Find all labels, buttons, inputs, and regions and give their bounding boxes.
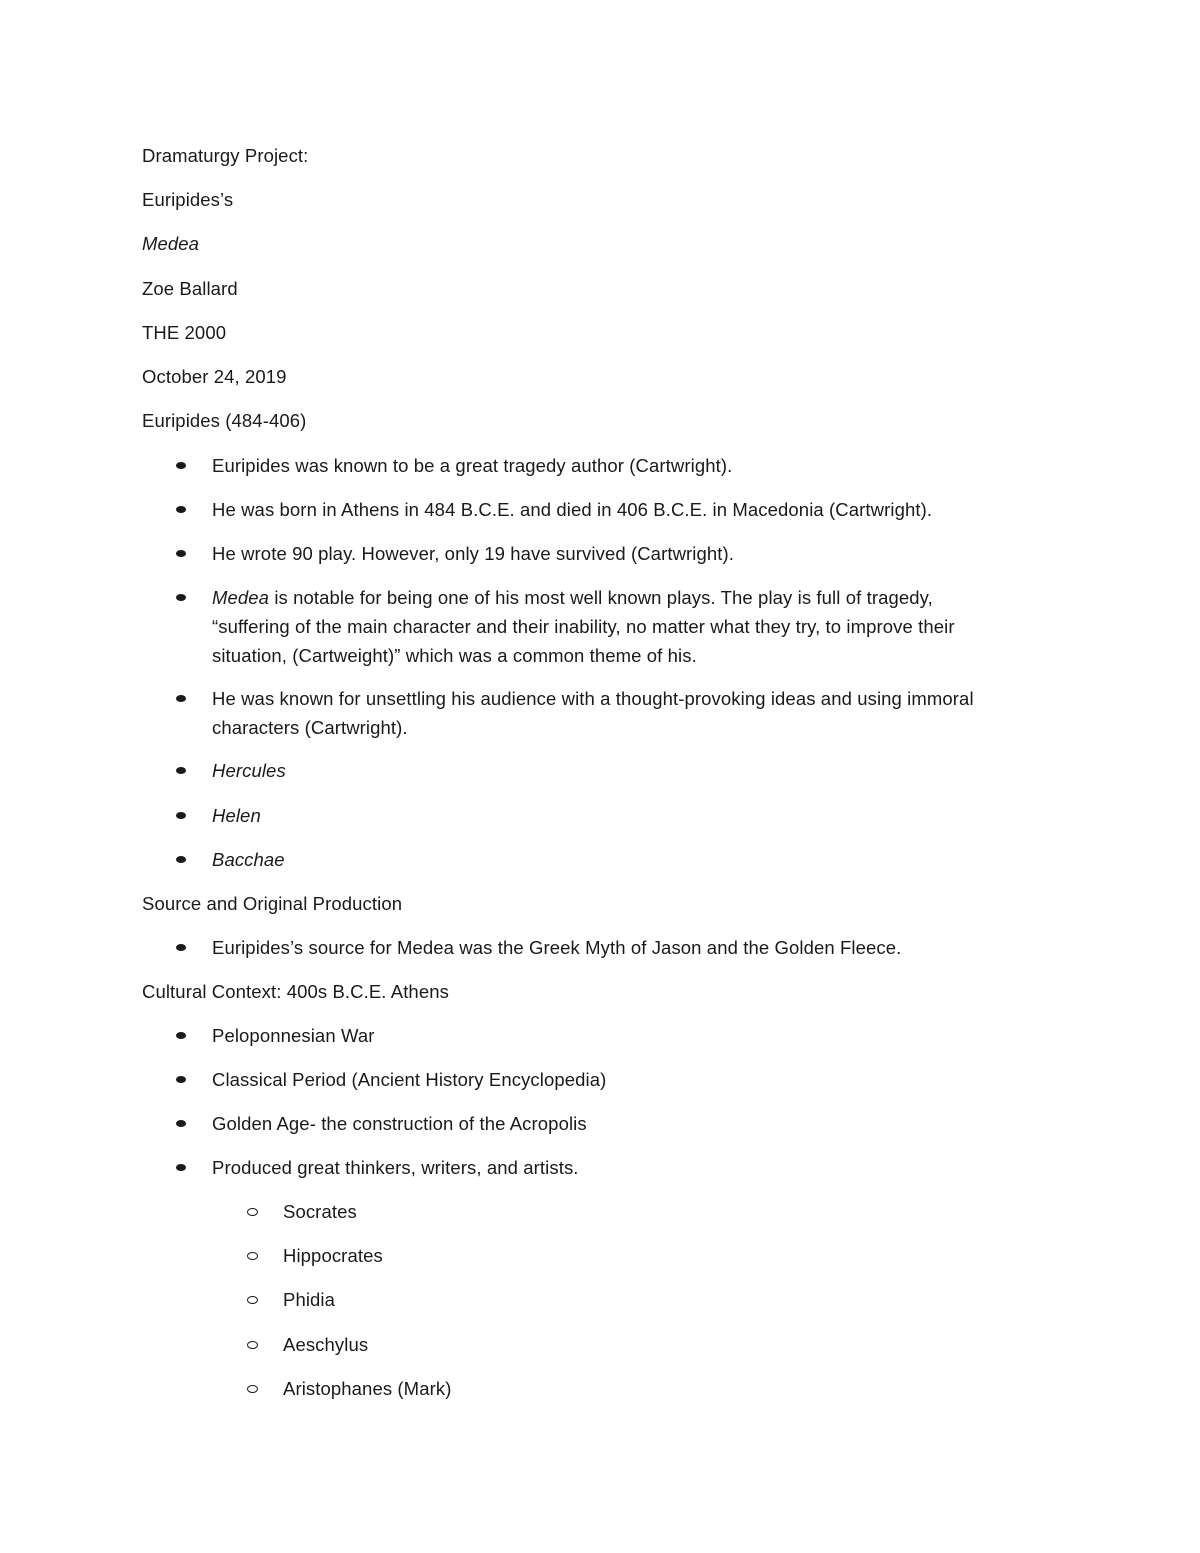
bullet-icon bbox=[176, 695, 186, 702]
hollow-bullet-icon bbox=[247, 1385, 258, 1393]
course-code: THE 2000 bbox=[142, 322, 227, 343]
sub-list-item: Aristophanes (Mark) bbox=[283, 1378, 452, 1399]
hollow-bullet-icon bbox=[247, 1208, 258, 1216]
list-item: Peloponnesian War bbox=[212, 1025, 375, 1046]
sub-list-item: Aeschylus bbox=[283, 1334, 369, 1355]
project-title: Dramaturgy Project: bbox=[142, 145, 309, 166]
bullet-icon bbox=[176, 1120, 186, 1127]
bullet-icon bbox=[176, 856, 186, 863]
hollow-bullet-icon bbox=[247, 1252, 258, 1260]
author-name: Euripides’s bbox=[142, 189, 234, 210]
bullet-icon bbox=[176, 462, 186, 469]
medea-title: Medea bbox=[212, 587, 270, 608]
bullet-icon bbox=[176, 767, 186, 774]
student-name: Zoe Ballard bbox=[142, 278, 238, 299]
hollow-bullet-icon bbox=[247, 1341, 258, 1349]
list-item: He was born in Athens in 484 B.C.E. and died in 406 B.C.E. in Macedonia (Cartwright). bbox=[212, 499, 933, 520]
bullet-icon bbox=[176, 1076, 186, 1083]
play-title: Medea bbox=[142, 233, 200, 254]
bullet-icon bbox=[176, 944, 186, 951]
list-item-continuation: characters (Cartwright). bbox=[212, 717, 408, 738]
list-item: Produced great thinkers, writers, and artists. bbox=[212, 1157, 579, 1178]
bullet-icon bbox=[176, 506, 186, 513]
bullet-icon bbox=[176, 812, 186, 819]
list-item-continuation: “suffering of the main character and their inability, no matter what they try, to improve their bbox=[212, 616, 955, 637]
section-heading-cultural: Cultural Context: 400s B.C.E. Athens bbox=[142, 981, 449, 1002]
bullet-icon bbox=[176, 594, 186, 601]
date: October 24, 2019 bbox=[142, 366, 287, 387]
bullet-icon bbox=[176, 550, 186, 557]
bullet-icon bbox=[176, 1164, 186, 1171]
play-item: Hercules bbox=[212, 760, 286, 781]
hollow-bullet-icon bbox=[247, 1296, 258, 1304]
list-item: Golden Age- the construction of the Acropolis bbox=[212, 1113, 587, 1134]
list-item: Classical Period (Ancient History Encyclopedia) bbox=[212, 1069, 607, 1090]
section-heading-euripides: Euripides (484-406) bbox=[142, 410, 307, 431]
list-item: He wrote 90 play. However, only 19 have survived (Cartwright). bbox=[212, 543, 735, 564]
list-item-continuation: situation, (Cartweight)” which was a common theme of his. bbox=[212, 645, 697, 666]
medea-text: is notable for being one of his most well known plays. The play is full of tragedy, bbox=[269, 587, 933, 608]
list-item: Euripides was known to be a great tragedy author (Cartwright). bbox=[212, 455, 733, 476]
sub-list-item: Socrates bbox=[283, 1201, 357, 1222]
section-heading-source: Source and Original Production bbox=[142, 893, 403, 914]
list-item: He was known for unsettling his audience with a thought-provoking ideas and using immoral bbox=[212, 688, 974, 709]
bullet-icon bbox=[176, 1032, 186, 1039]
sub-list-item: Phidia bbox=[283, 1289, 336, 1310]
sub-list-item: Hippocrates bbox=[283, 1245, 383, 1266]
play-item: Helen bbox=[212, 805, 261, 826]
list-item-medea bbox=[212, 583, 933, 612]
list-item: Euripides’s source for Medea was the Greek Myth of Jason and the Golden Fleece. bbox=[212, 937, 902, 958]
play-item: Bacchae bbox=[212, 849, 285, 870]
